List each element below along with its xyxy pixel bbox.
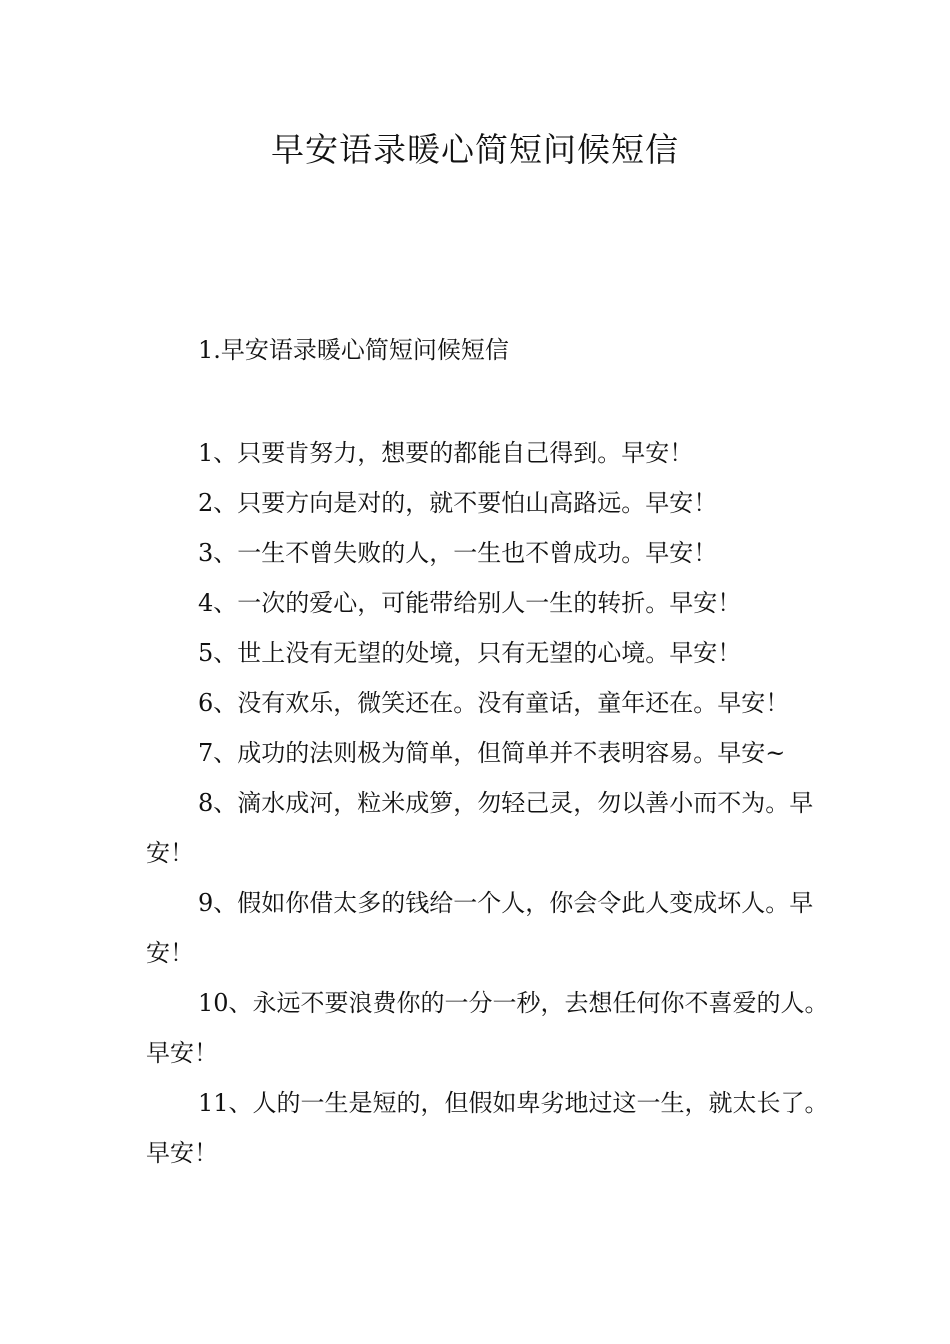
- greeting-item: 7、成功的法则极为简单，但简单并不表明容易。早安~: [198, 739, 786, 767]
- greeting-list: [146, 428, 836, 1178]
- document-title: 早安语录暖心简短问候短信: [271, 130, 679, 169]
- greeting-item: 10、永远不要浪费你的一分一秒，去想任何你不喜爱的人。早安！: [146, 989, 829, 1067]
- greeting-item: 4、一次的爱心，可能带给别人一生的转折。早安！: [198, 589, 742, 617]
- greeting-item: 6、没有欢乐，微笑还在。没有童话，童年还在。早安！: [198, 689, 790, 717]
- section-heading: 1.早安语录暖心简短问候短信: [198, 336, 509, 364]
- greeting-item: 8、滴水成河，粒米成箩，勿轻己灵，勿以善小而不为。早安！: [146, 789, 814, 867]
- greeting-item: 3、一生不曾失败的人，一生也不曾成功。早安！: [198, 539, 718, 567]
- greeting-item: 11、人的一生是短的，但假如卑劣地过这一生，就太长了。早安！: [146, 1089, 829, 1167]
- greeting-item: 1、只要肯努力，想要的都能自己得到。早安！: [198, 439, 694, 467]
- greeting-item: 5、世上没有无望的处境，只有无望的心境。早安！: [198, 639, 742, 667]
- greeting-item: 2、只要方向是对的，就不要怕山高路远。早安！: [198, 489, 718, 517]
- greeting-item: 9、假如你借太多的钱给一个人，你会令此人变成坏人。早安！: [146, 889, 814, 967]
